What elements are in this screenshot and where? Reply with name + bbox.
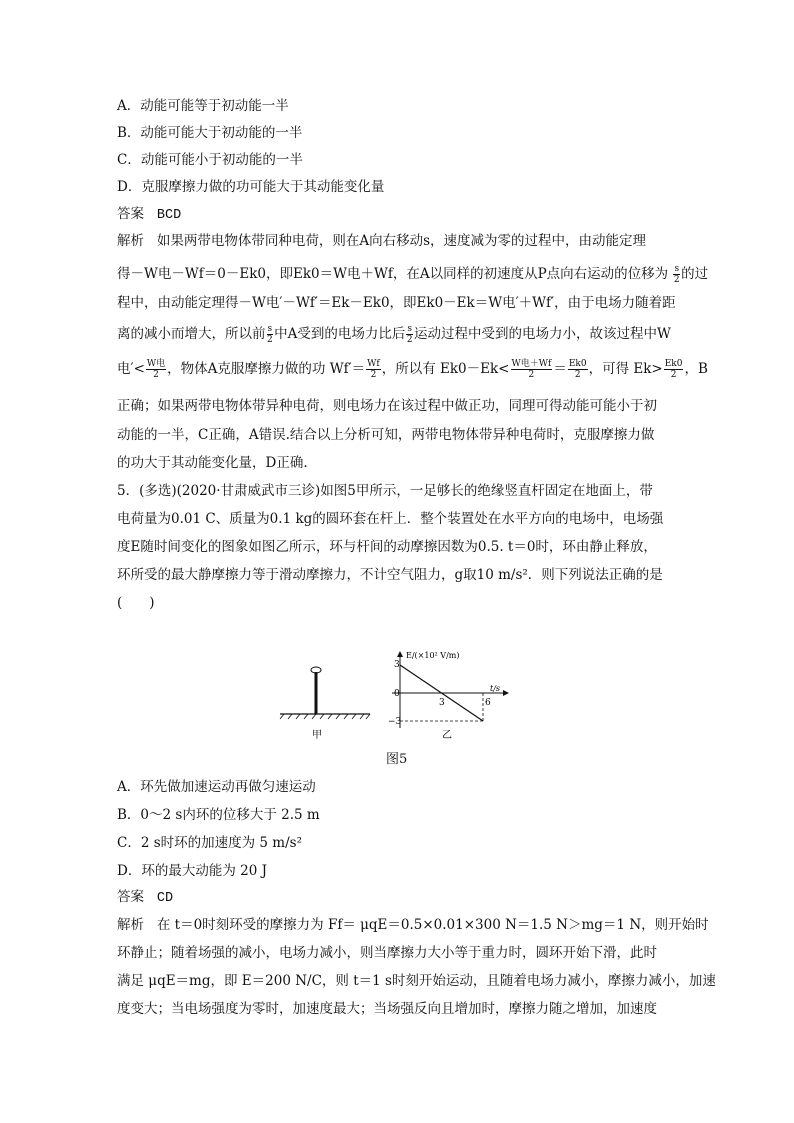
- fraction-wsum-over-2: $\frac{\text{W电＋Wf}}{2}$: [511, 359, 552, 380]
- q5-option-b: B．0～2 s内环的位移大于 2.5 m: [117, 807, 320, 823]
- q4-analysis-line-8: 的功大于其动能变化量，D正确.: [117, 455, 308, 471]
- y-tick-minus3: −3: [388, 717, 402, 727]
- answer-value: CD: [156, 891, 174, 906]
- q5-analysis-line-4: 度变大；当电场强度为零时，加速度最大；当场强反向且增加时，摩擦力随之增加，加速度: [117, 1001, 657, 1017]
- answer-label: 答案: [117, 889, 144, 905]
- q5-stem-line-2: 电荷量为0.01 C、质量为0.1 kg的圆环套在杆上．整个装置处在水平方向的电场中，电场强: [117, 511, 664, 527]
- label-jia: 甲: [312, 730, 322, 741]
- q4-analysis-line-5: 电′< $\frac{\text{W电}}{2}$ ，物体A克服摩擦力做的功 Wf′＝ $\frac{Wf}{2}$ ，所以有 Ek0－Ek< $\frac{\text{W电＋Wf}}{2}$ ＝ $\frac{Ek0}{2}$ ，可得 Ek> $\frac{Ek0}{2}$ ，B: [117, 359, 708, 380]
- q5-option-c: C．2 s时环的加速度为 5 m/s²: [117, 835, 302, 851]
- fraction-ek0-over-2: $\frac{Ek0}{2}$: [664, 359, 683, 380]
- analysis-label: 解析: [117, 917, 144, 933]
- x-tick-6: 6: [485, 698, 491, 708]
- q4-analysis-line-4: 离的减小而增大，所以前 $\frac{s}{2}$ 中A受到的电场力比后 $\frac{s}{2}$ 运动过程中受到的电场力小，故该过程中W: [117, 324, 671, 345]
- q5-option-d: D．环的最大动能为 20 J: [117, 863, 267, 879]
- q4-option-c: C．动能可能小于初动能的一半: [117, 152, 303, 168]
- fraction-ek0-over-2: $\frac{Ek0}{2}$: [568, 359, 587, 380]
- y-tick-3: 3: [394, 660, 400, 670]
- figure-yi-chart: [388, 651, 509, 728]
- q5-analysis-line-3: 满足 μqE＝mg，即 E＝200 N/C，则 t＝1 s时刻开始运动，且随着电场力减小，摩擦力减小，加速: [117, 973, 716, 989]
- ground-hatch: [280, 714, 370, 719]
- x-axis-label: t/s: [490, 684, 501, 693]
- q4-answer: [117, 205, 181, 225]
- q4-analysis-line-2: 得－W电－Wf＝0－Ek0，即Ek0＝W电＋Wf，在A以同样的初速度从P点向右运动的位移为 $\frac{s}{2}$ 的过: [117, 264, 709, 285]
- fraction-wf-over-2: $\frac{Wf}{2}$: [367, 359, 380, 380]
- y-tick-0: 0: [394, 689, 400, 699]
- x-axis-arrow: [503, 690, 509, 696]
- q4-option-d: D．克服摩擦力做的功可能大于其动能变化量: [117, 179, 385, 195]
- q5-stem-line-3: 度E随时间变化的图象如图乙所示，环与杆间的动摩擦因数为0.5. t＝0时，环由静止释放，: [117, 539, 657, 555]
- figure-jia: [280, 667, 370, 719]
- label-yi: 乙: [442, 730, 452, 741]
- q5-stem-line-5: ( ): [117, 595, 155, 611]
- q5-analysis-line-1: 解析 在 t＝0时刻环受的摩擦力为 Ff＝ μqE＝0.5×0.01×300 N＝1.5 N＞mg＝1 N，则开始时: [117, 917, 709, 933]
- figure-svg: [270, 650, 530, 750]
- q5-analysis-line-2: 环静止；随着场强的减小，电场力减小，则当摩擦力大小等于重力时，圆环开始下滑，此时: [117, 945, 657, 961]
- y-axis-arrow: [397, 651, 403, 657]
- q4-analysis-line-7: 动能的一半，C正确，A错误.结合以上分析可知，两带电物体带异种电荷时，克服摩擦力做: [117, 427, 655, 443]
- q4-analysis-line-3: 程中，由动能定理得－W电′－Wf′＝Ek－Ek0，即Ek0－Ek＝W电′＋Wf′，由于电场力随着距: [117, 295, 676, 311]
- figure-caption: 图5: [386, 752, 408, 767]
- fraction-wdian-over-2: $\frac{\text{W电}}{2}$: [146, 359, 166, 380]
- q4-option-a: A．动能可能等于初动能一半: [117, 98, 289, 114]
- fraction-s-over-2: $\frac{s}{2}$: [406, 324, 413, 345]
- q4-analysis-line-6: 正确；如果两带电物体带异种电荷，则电场力在该过程中做正功，同理可得动能可能小于初: [117, 398, 657, 414]
- q4-analysis-line-1: 解析 如果两带电物体带同种电荷，则在A向右移动s，速度减为零的过程中，由动能定理: [117, 233, 647, 249]
- q5-stem-line-1: 5．(多选)(2020·甘肃威武市三诊)如图5甲所示，一足够长的绝缘竖直杆固定在地面上，带: [117, 483, 653, 499]
- q4-option-b: B．动能可能大于初动能的一半: [117, 125, 303, 141]
- fraction-s-over-2: $\frac{s}{2}$: [266, 324, 273, 345]
- q5-answer: [117, 888, 173, 908]
- x-tick-3: 3: [439, 698, 445, 708]
- y-axis-label: E/(×10² V/m): [406, 651, 460, 660]
- analysis-label: 解析: [117, 233, 144, 249]
- answer-label: 答案: [117, 206, 144, 222]
- fraction-s-over-2: $\frac{s}{2}$: [673, 264, 680, 285]
- q5-stem-line-4: 环所受的最大静摩擦力等于滑动摩擦力，不计空气阻力，g取10 m/s²．则下列说法正确的是: [117, 567, 663, 583]
- q5-option-a: A．环先做加速运动再做匀速运动: [117, 779, 316, 795]
- answer-value: BCD: [156, 208, 182, 223]
